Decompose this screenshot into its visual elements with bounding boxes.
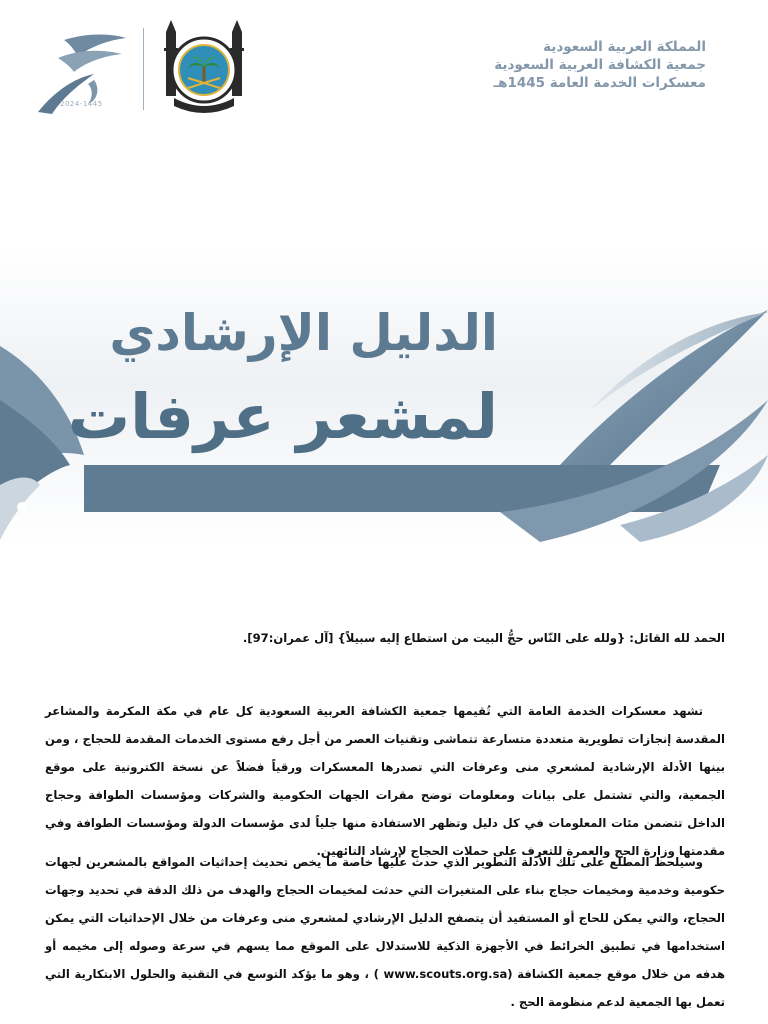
scouts-seal-logo [158, 18, 250, 116]
banner-title-line1: الدليل الإرشادي [109, 304, 498, 362]
header-divider [143, 28, 144, 110]
paragraph-1-text: تشهد معسكرات الخدمة العامة التي تُقيمها جمعية الكشافة العربية السعودية كل عام في مكة المكرمة والمشاعر المقدسة إنجازات تطويرية متعددة متسارعة تتماشى وتقنيات العصر من أجل رفع مستوى الخدمات المقدمة للحجاج ، ومن بينها الأدلة الإرشادية لمشعري منى وعرفات التي تصدرها المعسكرات ورقياً فضلاً عن نسخة الكترونية على موقع الجمعية، والتي تشتمل على بيانات ومعلومات توضح مقرات الجهات الحكومية والشركات ومؤسسات الطوافة وحجاج الداخل تتضمن مئات المعلومات في كل دليل وتظهر الاستفادة منها جلياً لدى مؤسسات الدولة ومؤسسات الطوافة وفي مقدمتها وزارة الحج والعمرة للتعرف على حملات الحجاج لإرشاد التائهين. [45, 704, 725, 858]
logo-year-text: 2024-1445 [60, 100, 103, 108]
quran-verse: الحمد لله القائل: {ولله على النّاس حجُّ البيت من استطاع إليه سبيلاً} [آل عمران:97]. [242, 631, 725, 645]
header-association: جمعية الكشافة العربية السعودية [494, 57, 706, 73]
intro-paragraph-2 [45, 848, 725, 1016]
intro-paragraph-1 [45, 697, 725, 865]
header-text-block [446, 38, 706, 92]
title-banner [0, 250, 768, 545]
header-kingdom: المملكة العربية السعودية [543, 39, 706, 55]
banner-title-line2: لمشعر عرفات [67, 380, 498, 453]
paragraph-2-text: وسيلحظ المطلع على تلك الأدلة التطوير الذي حدث عليها خاصة ما يخص تحديث إحداثيات المواقع بالمشعرين لجهات حكومية وخدمية ومخيمات حجاج بناء على المتغيرات التي حدثت لمخيمات الحجاج والهدف من ذلك الدقة في تحديد وجهات الحجاج، والتي يمكن للحاج أو المستفيد أن يتصفح الدليل الإرشادي لمشعري منى وعرفات من خلال الإحداثيات التي يمكن استخدامها في تطبيق الخرائط في الأجهزة الذكية للاستدلال على الموقع مما يسهم في سرعة وصوله إلى مخيمه أو هدفه من خلال موقع جمعية الكشافة (www.scouts.org.sa ) ، وهو ما يؤكد التوسع في التقنية والحلول الابتكارية التي تعمل بها الجمعية لدعم منظومة الحج . [45, 855, 725, 1009]
header-camps: معسكرات الخدمة العامة 1445هـ [493, 75, 706, 91]
